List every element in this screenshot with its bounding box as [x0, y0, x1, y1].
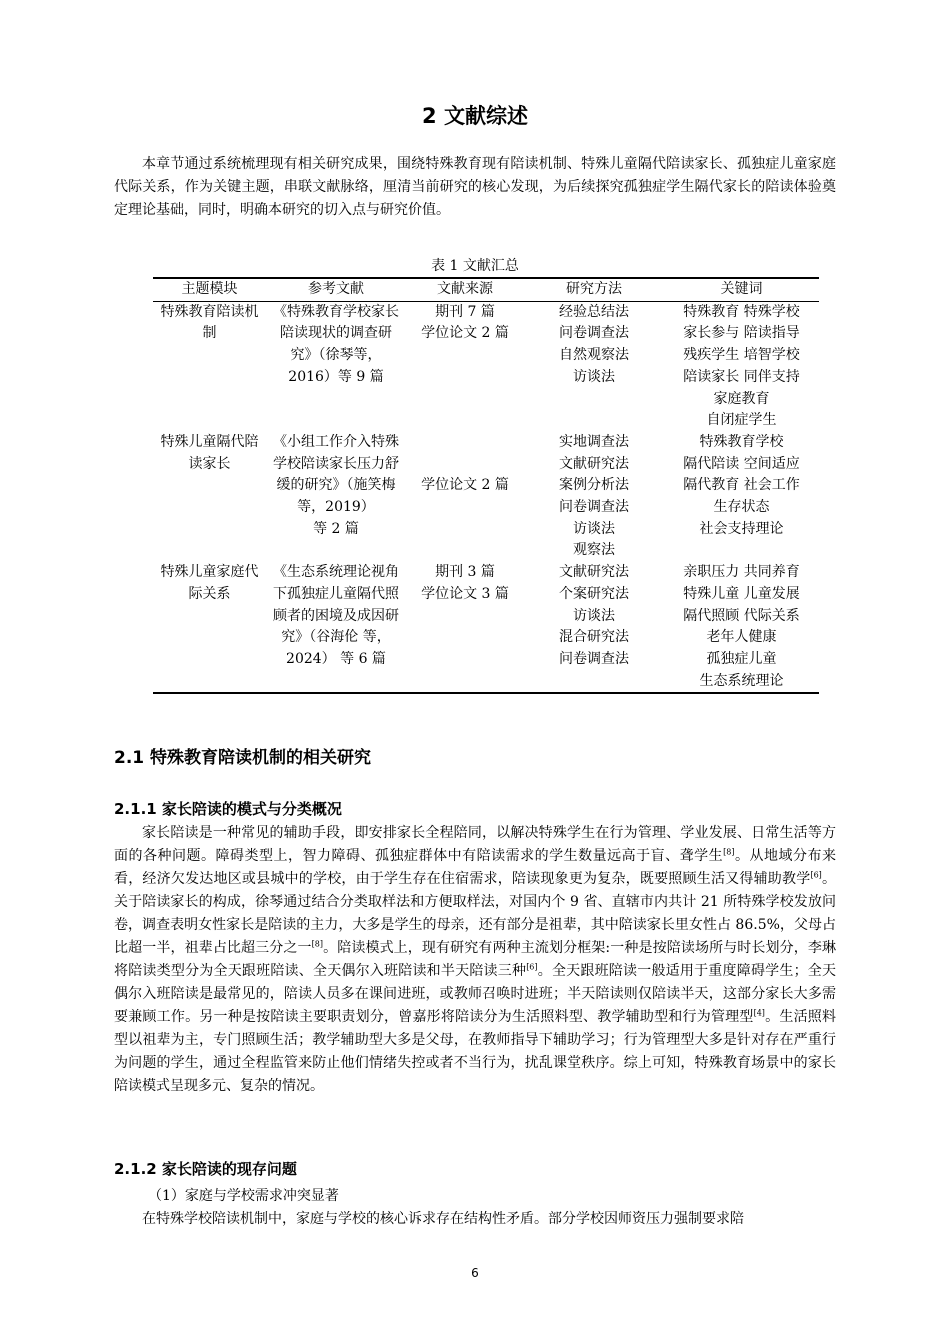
section-heading-2-1: 2.1 特殊教育陪读机制的相关研究 [114, 748, 372, 768]
citation-ref[interactable]: [6] [810, 870, 822, 880]
header-topic: 主题模块 [181, 281, 238, 297]
cell-method: 经验总结法 问卷调查法 自然观察法 访谈法 [559, 303, 629, 385]
table-caption: 表 1 文献汇总 [431, 258, 519, 274]
cell-keywords: 亲职压力 共同养育 特殊儿童 儿童发展 隔代照顾 代际关系 老年人健康 孤独症儿童 生态系统理论 [683, 564, 800, 689]
body-text: 。关于陪读家长的构成，徐琴通过结合分类取样法和方便取样法，对国内个 9 省、直辖市内共计 21 所特殊学校发放问卷，调查表明女性家长是陪读的主力，大多是学生的母亲，还有部分是祖辈，其中陪读家长里女性占 86.5%，父母占比超一半，祖辈占比超三分之一 [114, 871, 837, 956]
table-row [153, 562, 819, 693]
table-row [153, 432, 819, 562]
body-paragraph-2 [114, 1208, 836, 1231]
cell-keywords: 特殊教育 特殊学校 家长参与 陪读指导 残疾学生 培智学校 陪读家长 同伴支持 家庭教育 自闭症学生 [683, 303, 800, 429]
subsection-heading-2-1-2: 2.1.2 家长陪读的现存问题 [114, 1160, 297, 1178]
header-reference: 参考文献 [308, 281, 364, 297]
cell-method: 文献研究法 个案研究法 访谈法 混合研究法 问卷调查法 [559, 564, 629, 667]
table-row [153, 301, 819, 432]
cell-source: 期刊 7 篇 学位论文 2 篇 [421, 303, 509, 342]
cell-reference: 《特殊教育学校家长陪读现状的调查研究》（徐琴等，2016）等 9 篇 [273, 303, 399, 385]
citation-ref[interactable]: [4] [753, 1008, 765, 1018]
cell-topic: 特殊儿童隔代陪读家长 [160, 433, 259, 472]
intro-text: 本章节通过系统梳理现有相关研究成果，围绕特殊教育现有陪读机制、特殊儿童隔代陪读家长、孤独症儿童家庭代际关系，作为关键主题，串联文献脉络，厘清当前研究的核心发现，为后续探究孤独症学生隔代家长的陪读体验奠定理论基础，同时，明确本研究的切入点与研究价值。 [114, 156, 836, 218]
cell-source: 期刊 3 篇 学位论文 3 篇 [421, 564, 509, 602]
cell-reference: 《小组工作介入特殊学校陪读家长压力舒缓的研究》（施笑梅 等，2019） 等 2 篇 [273, 433, 399, 537]
literature-summary-table [153, 277, 819, 694]
body-text: 。生活照料型以祖辈为主，专门照顾生活；教学辅助型大多是父母，在教师指导下辅助学习；行为管理型大多是针对存在严重行为问题的学生，通过全程监管来防止他们情绪失控或者不当行为，扰乱课堂秩序。综上可知，特殊教育场景中的家长陪读模式呈现多元、复杂的情况。 [114, 1009, 837, 1094]
body-text: 。陪读模式上，现有研究有两种主流划分框架:一种是按陪读场所与时长划分，李琳将陪读类型分为全天跟班陪读、全天偶尔入班陪读和半天陪读三种 [114, 940, 837, 979]
body-text: 在特殊学校陪读机制中，家庭与学校的核心诉求存在结构性矛盾。部分学校因师资压力强制要求陪 [142, 1211, 744, 1227]
cell-keywords: 特殊教育学校 隔代陪读 空间适应 隔代教育 社会工作 生存状态 社会支持理论 [683, 433, 800, 537]
cell-reference: 《生态系统理论视角下孤独症儿童隔代照顾者的困境及成因研究》（谷海伦 等，2024） 等 6 篇 [273, 564, 399, 667]
table-header-row [153, 278, 819, 301]
subsection-heading-2-1-1: 2.1.1 家长陪读的模式与分类概况 [114, 800, 342, 818]
body-text: 。全天跟班陪读一般适用于重度障碍学生；全天偶尔入班陪读是最常见的，陪读人员多在课间进班，或教师召唤时进班；半天陪读则仅陪读半天，这部分家长大多需要兼顾工作。另一种是按陪读主要职责划分，曾嘉彤将陪读分为生活照料型、教学辅助型和行为管理型 [114, 963, 837, 1025]
chapter-title: 2 文献综述 [422, 104, 528, 128]
citation-ref[interactable]: [8] [311, 939, 323, 949]
header-method: 研究方法 [566, 281, 622, 297]
header-source: 文献来源 [437, 281, 493, 297]
numbered-subheading: （1）家庭与学校需求冲突显著 [148, 1188, 339, 1204]
header-keywords: 关键词 [720, 281, 763, 297]
cell-topic: 特殊儿童家庭代际关系 [160, 564, 259, 602]
page-number: 6 [471, 1266, 479, 1280]
cell-topic: 特殊教育陪读机制 [160, 303, 259, 342]
citation-ref[interactable]: [8] [723, 847, 735, 857]
body-paragraph-1 [114, 822, 836, 1098]
body-text: 。从地域分布来看，经济欠发达地区或县城中的学校，由于学生存在住宿需求，陪读现象更为复杂，既要照顾生活又得辅助教学 [114, 848, 837, 887]
citation-ref[interactable]: [6] [526, 962, 538, 972]
cell-source: 学位论文 2 篇 [421, 477, 509, 494]
cell-method: 实地调查法 文献研究法 案例分析法 问卷调查法 访谈法 观察法 [559, 433, 629, 559]
body-text: 家长陪读是一种常见的辅助手段，即安排家长全程陪同，以解决特殊学生在行为管理、学业发展、日常生活等方面的各种问题。障碍类型上，智力障碍、孤独症群体中有陪读需求的学生数量远高于盲、聋学生 [114, 825, 836, 864]
intro-paragraph [114, 153, 836, 222]
